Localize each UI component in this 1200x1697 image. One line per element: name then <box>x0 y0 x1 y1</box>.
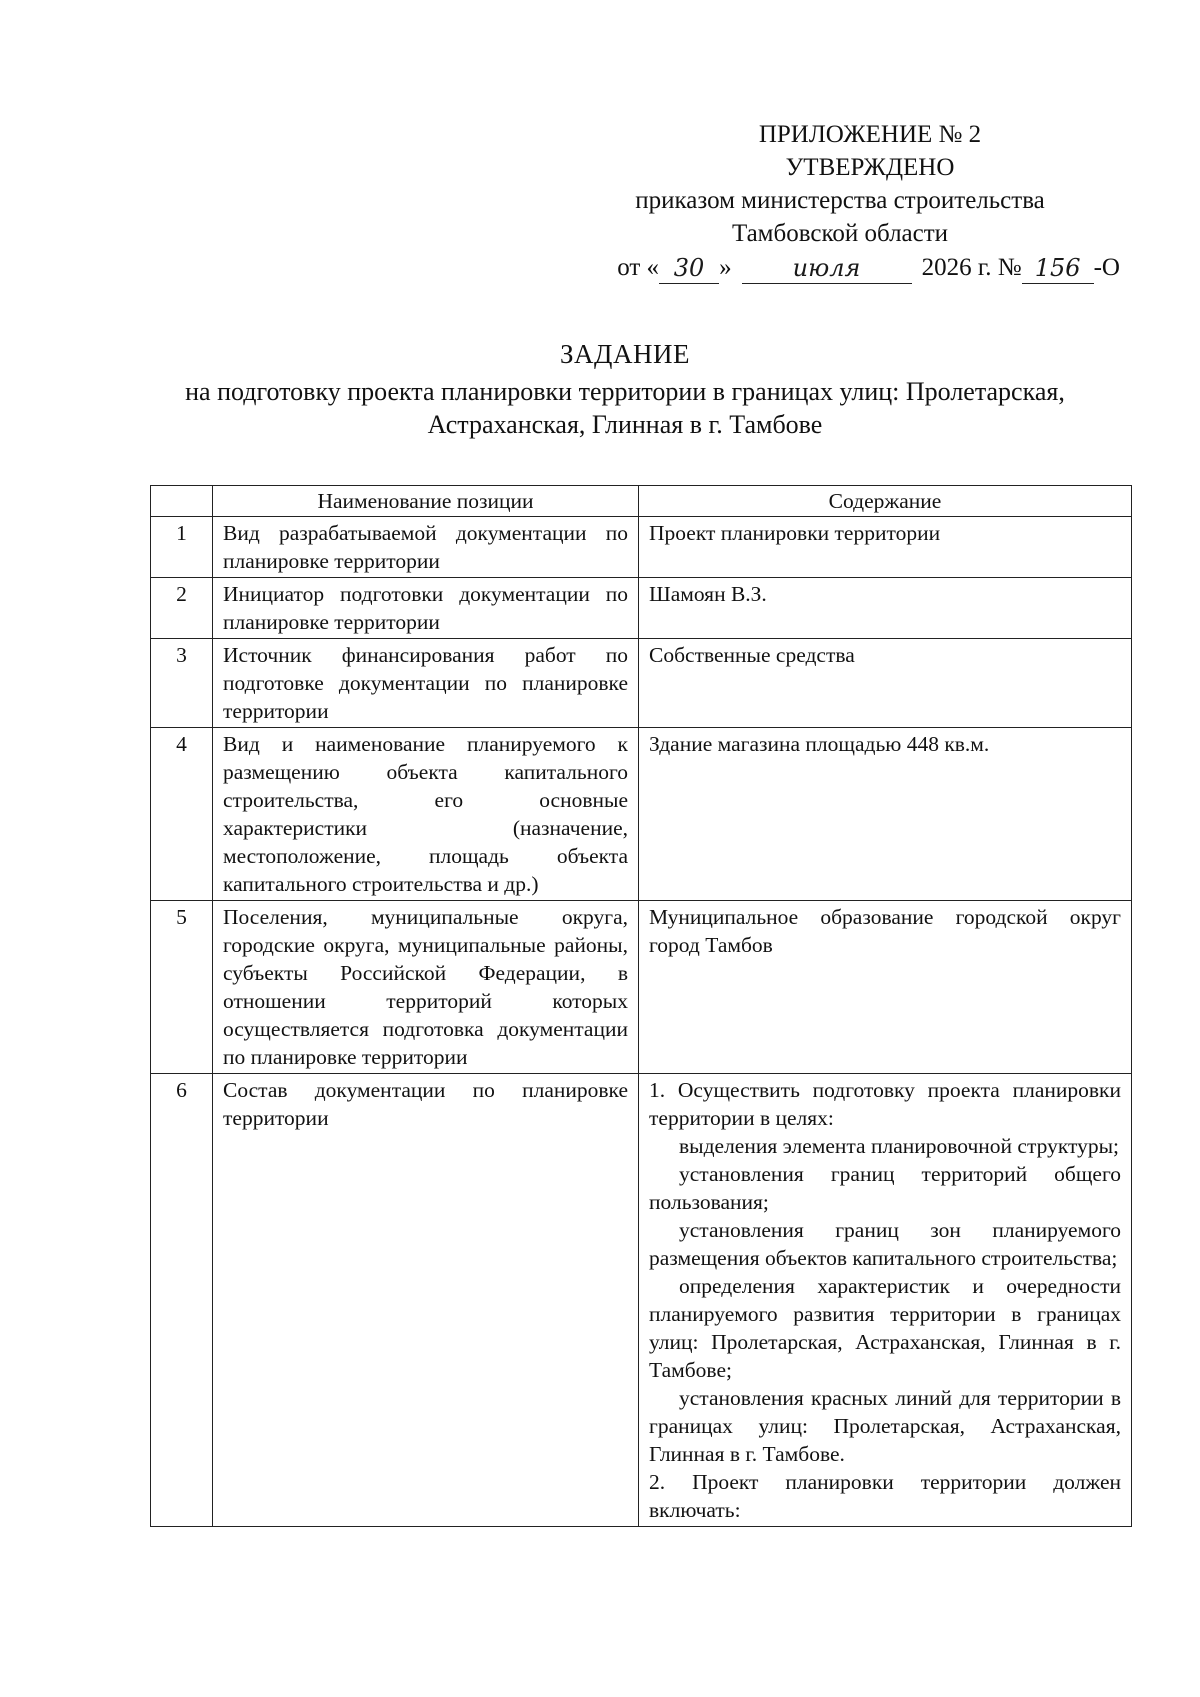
content-outro: 2. Проект планировки территории должен включать: <box>649 1470 1121 1522</box>
row-number: 4 <box>151 728 213 901</box>
handwritten-month: июля <box>742 253 912 284</box>
row-name: Источник финансирования работ по подготовке документации по планировке территории <box>213 639 639 728</box>
row-number: 6 <box>151 1074 213 1527</box>
table-row <box>151 639 1132 728</box>
content-item: установления границ территорий общего пользования; <box>649 1162 1121 1214</box>
row-name: Вид и наименование планируемого к размещению объекта капитального строительства, его основные характеристики (назначение, местоположение, площадь объекта капитального строительства и др.) <box>213 728 639 901</box>
table-row <box>151 517 1132 578</box>
document-title: ЗАДАНИЕ <box>560 339 690 369</box>
year-and-number-label: 2026 г. № <box>921 254 1022 281</box>
approval-block <box>560 118 1120 284</box>
row-number: 2 <box>151 578 213 639</box>
table-row <box>151 578 1132 639</box>
content-intro: 1. Осуществить подготовку проекта планировки территории в целях: <box>649 1078 1121 1130</box>
appendix-label: ПРИЛОЖЕНИЕ № 2 <box>758 121 982 148</box>
approved-label: УТВЕРЖДЕНО <box>785 154 955 181</box>
date-prefix: от « <box>617 254 660 281</box>
row-content: Шамоян В.З. <box>639 578 1132 639</box>
header-number <box>151 486 213 517</box>
row-content: Муниципальное образование городской округ город Тамбов <box>639 901 1132 1074</box>
document-subtitle-line-1: на подготовку проекта планировки территории в границах улиц: Пролетарская, <box>185 377 1065 406</box>
handwritten-order-number: 156 <box>1022 253 1094 284</box>
region-line: Тамбовской области <box>731 220 949 247</box>
row-number: 1 <box>151 517 213 578</box>
table-row <box>151 1074 1132 1527</box>
header-position-name: Наименование позиции <box>213 486 639 517</box>
title-block <box>130 338 1120 441</box>
row-content <box>639 1074 1132 1527</box>
content-item: установления красных линий для территории в границах улиц: Пролетарская, Астраханская, Глинная в г. Тамбове. <box>649 1386 1121 1466</box>
document-subtitle-line-2: Астраханская, Глинная в г. Тамбове <box>427 410 823 439</box>
handwritten-day: 30 <box>659 253 719 284</box>
row-content: Проект планировки территории <box>639 517 1132 578</box>
number-suffix: -О <box>1093 254 1120 281</box>
content-item: определения характеристик и очередности планируемого развития территории в границах улиц: Пролетарская, Астраханская, Глинная в г. Тамбове; <box>649 1274 1121 1382</box>
table-row <box>151 728 1132 901</box>
table-header-row <box>151 486 1132 517</box>
date-close: » <box>719 254 732 281</box>
row-number: 3 <box>151 639 213 728</box>
row-content: Здание магазина площадью 448 кв.м. <box>639 728 1132 901</box>
order-date-line <box>560 251 1120 284</box>
row-name: Поселения, муниципальные округа, городские округа, муниципальные районы, субъекты Российской Федерации, в отношении территорий которых осуществляется подготовка документации по планировке территории <box>213 901 639 1074</box>
row-name: Вид разрабатываемой документации по планировке территории <box>213 517 639 578</box>
header-content: Содержание <box>639 486 1132 517</box>
content-item: выделения элемента планировочной структуры; <box>679 1134 1120 1158</box>
content-item: установления границ зон планируемого размещения объектов капитального строительства; <box>649 1218 1121 1270</box>
table-row <box>151 901 1132 1074</box>
row-name: Состав документации по планировке территории <box>213 1074 639 1527</box>
row-content: Собственные средства <box>639 639 1132 728</box>
order-line: приказом министерства строительства <box>635 187 1045 214</box>
row-name: Инициатор подготовки документации по планировке территории <box>213 578 639 639</box>
row-number: 5 <box>151 901 213 1074</box>
task-table <box>150 485 1132 1527</box>
